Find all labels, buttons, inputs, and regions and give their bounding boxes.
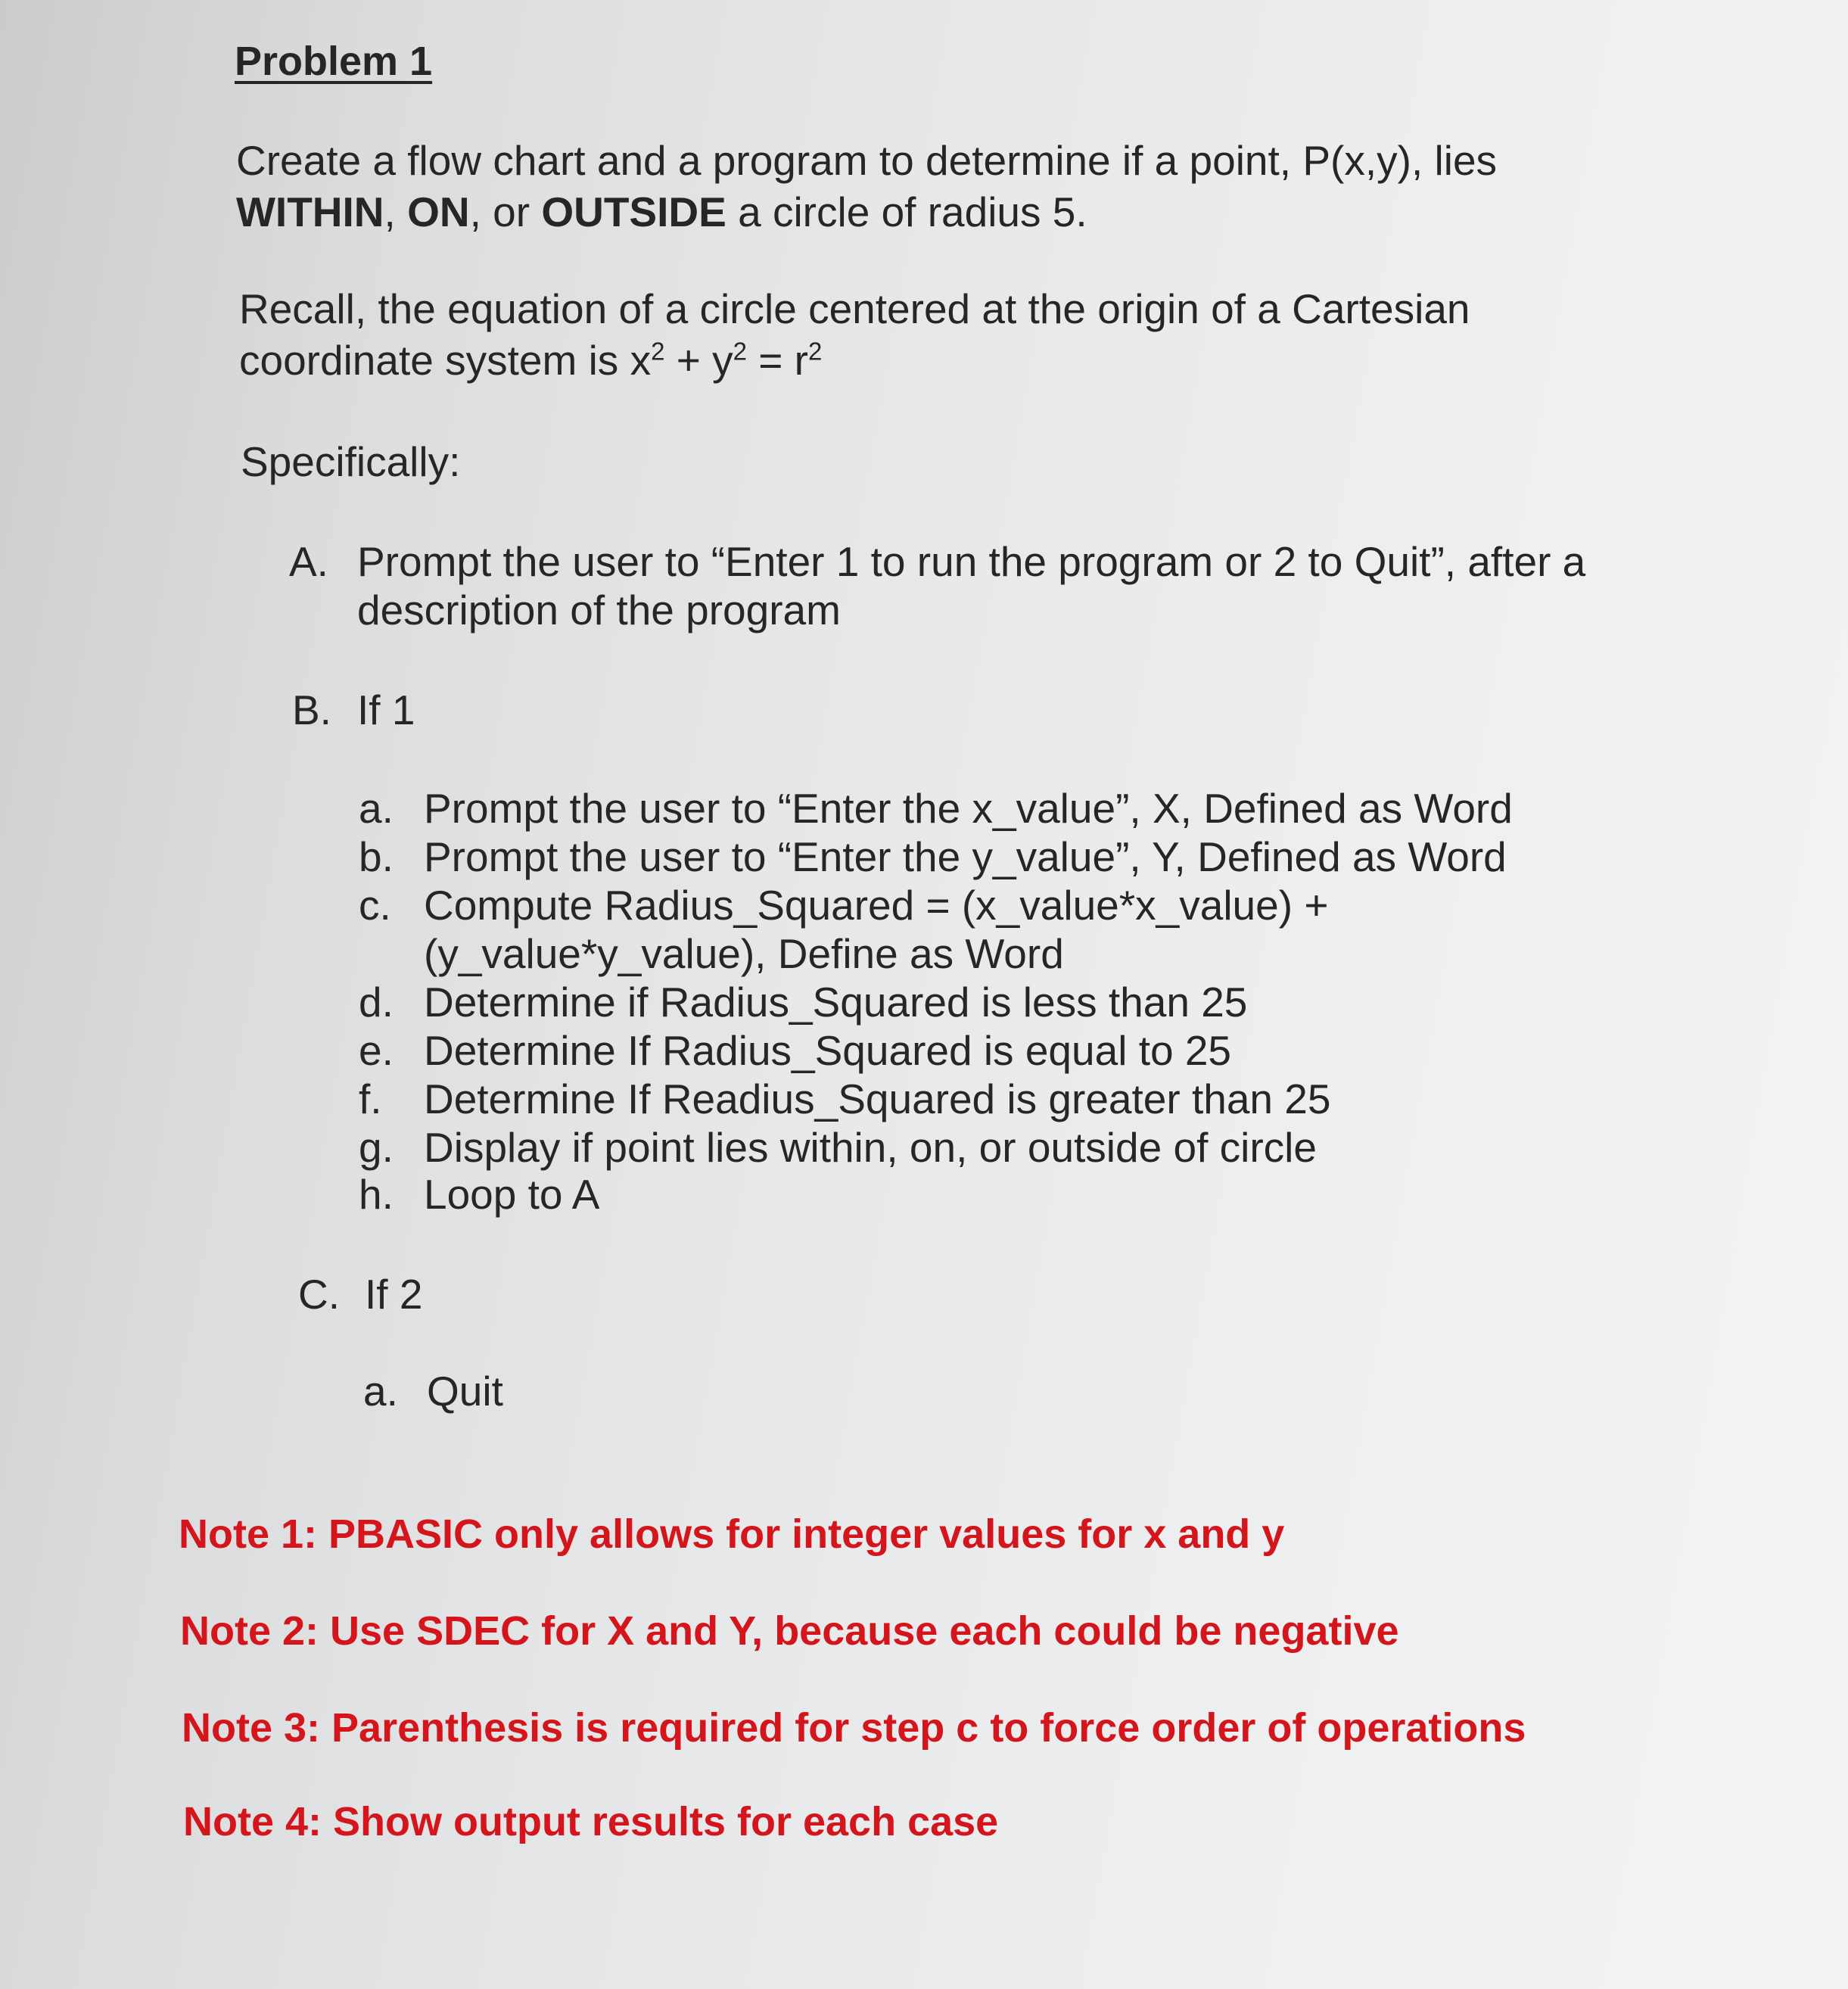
note-2: Note 2: Use SDEC for X and Y, because each could be negative — [180, 1608, 1399, 1654]
step-a-line-2: description of the program — [357, 587, 841, 633]
step-b-marker: B. — [292, 686, 331, 733]
step-a-marker: A. — [289, 538, 328, 585]
circle-equation: coordinate system is $x^2 + y^2 = r^2$ — [239, 337, 823, 384]
intro-line-2: WITHIN, ON, or OUTSIDE a circle of radius 5. — [236, 188, 1087, 235]
substep-b-g: g. Display if point lies within, on, or outside of circle — [359, 1124, 1317, 1171]
step-a — [289, 537, 1585, 634]
note-4: Note 4: Show output results for each case — [183, 1799, 999, 1844]
recall-paragraph — [239, 283, 1470, 386]
intro-paragraph — [236, 135, 1497, 238]
problem-title: Problem 1 — [235, 39, 433, 84]
step-a-line-1: Prompt the user to “Enter 1 to run the program or 2 to Quit”, after a — [357, 538, 1586, 585]
substep-b-h: h. Loop to A — [359, 1171, 600, 1218]
note-1: Note 1: PBASIC only allows for integer values for x and y — [179, 1511, 1285, 1557]
step-b — [292, 686, 415, 734]
substep-b-d: d. Determine if Radius_Squared is less than 25 — [359, 979, 1248, 1026]
specifically-label: Specifically: — [241, 438, 461, 485]
substep-b-c: c. Compute Radius_Squared = (x_value*x_value) + (y_value*y_value), Define as Word — [359, 882, 1329, 977]
substep-b-f: f. Determine If Readius_Squared is greater than 25 — [359, 1075, 1331, 1122]
keyword-outside: OUTSIDE — [541, 188, 726, 235]
note-3: Note 3: Parenthesis is required for step c to force order of operations — [182, 1705, 1526, 1751]
step-c-text: If 2 — [365, 1271, 423, 1318]
step-c — [298, 1270, 422, 1318]
step-c-marker: C. — [298, 1271, 340, 1318]
substep-b-a: a. Prompt the user to “Enter the x_value”, X, Defined as Word — [359, 785, 1513, 832]
keyword-within: WITHIN — [236, 188, 384, 235]
intro-line-1: Create a flow chart and a program to determine if a point, P(x,y), lies — [236, 137, 1498, 184]
substep-c-a: a. Quit — [363, 1368, 503, 1415]
recall-line-1: Recall, the equation of a circle centered at the origin of a Cartesian — [239, 285, 1470, 332]
keyword-on: ON — [407, 188, 470, 235]
step-b-text: If 1 — [357, 686, 415, 733]
substep-b-e: e. Determine If Radius_Squared is equal to 25 — [359, 1027, 1232, 1074]
substep-b-b: b. Prompt the user to “Enter the y_value”, Y, Defined as Word — [359, 833, 1507, 880]
